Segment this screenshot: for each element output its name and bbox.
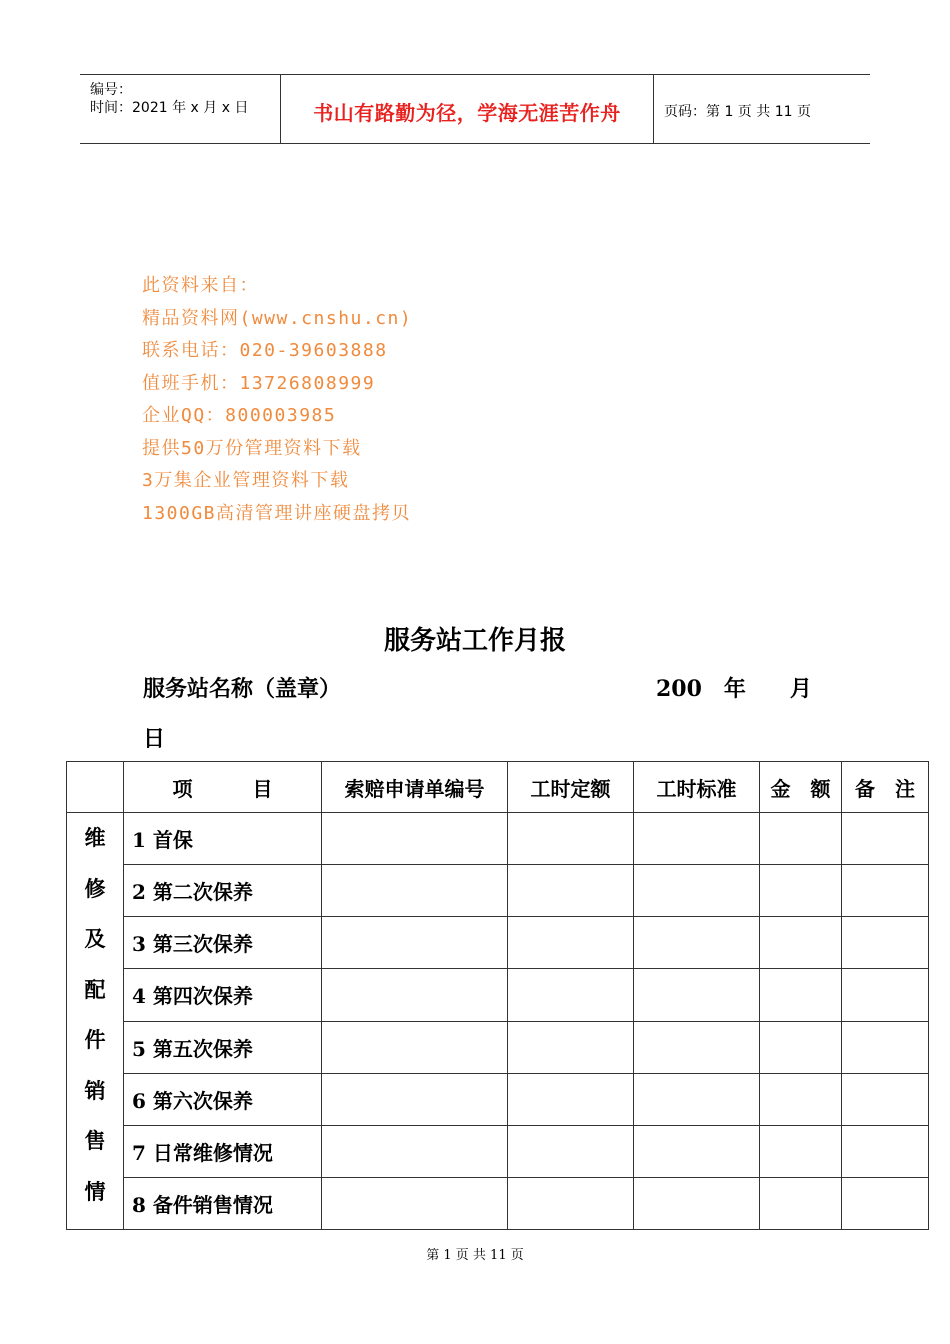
header-page-info: 页码：第 1 页 共 11 页 bbox=[664, 104, 811, 120]
promo-line: 3万集企业管理资料下载 bbox=[142, 470, 350, 491]
promo-line: 精品资料网(www.cnshu.cn) bbox=[142, 307, 413, 329]
remarks-cell[interactable] bbox=[842, 865, 929, 917]
remarks-cell[interactable] bbox=[842, 1177, 929, 1229]
amount-cell[interactable] bbox=[760, 813, 842, 865]
page-header bbox=[80, 74, 870, 144]
table-row bbox=[67, 813, 929, 865]
table-row bbox=[67, 969, 929, 1021]
labor-standard-cell[interactable] bbox=[634, 1073, 760, 1125]
report-title: 服务站工作月报 bbox=[383, 626, 566, 656]
promo-line: 此资料来自： bbox=[142, 275, 259, 296]
labor-quota-cell[interactable] bbox=[508, 1021, 634, 1073]
side-char: 及 bbox=[84, 926, 106, 951]
side-char: 情 bbox=[84, 1178, 106, 1204]
labor-standard-cell[interactable] bbox=[634, 917, 760, 969]
promo-line: 企业QQ：800003985 bbox=[142, 405, 337, 426]
report-table bbox=[66, 761, 929, 1230]
claim-number-cell[interactable] bbox=[322, 813, 508, 865]
promo-line: 值班手机：13726808999 bbox=[142, 372, 376, 394]
row-item-label: 5 第五次保养 bbox=[124, 1021, 322, 1073]
header-cell-blank bbox=[67, 762, 124, 813]
header-meta-cell bbox=[80, 75, 281, 143]
remarks-cell[interactable] bbox=[842, 917, 929, 969]
side-char: 销 bbox=[84, 1077, 106, 1103]
side-char: 维 bbox=[84, 825, 106, 850]
table-header-row bbox=[67, 762, 929, 813]
header-page-cell bbox=[654, 75, 870, 143]
claim-number-cell[interactable] bbox=[322, 1073, 508, 1125]
promo-line: 提供50万份管理资料下载 bbox=[142, 437, 362, 459]
header-motto-cell bbox=[281, 75, 654, 143]
labor-standard-cell[interactable] bbox=[634, 865, 760, 917]
labor-standard-cell[interactable] bbox=[634, 1021, 760, 1073]
header-cell-labor-quota: 工时定额 bbox=[508, 762, 634, 813]
row-item-label: 6 第六次保养 bbox=[124, 1073, 322, 1125]
claim-number-cell[interactable] bbox=[322, 1125, 508, 1177]
row-item-label: 2 第二次保养 bbox=[124, 865, 322, 917]
table-row bbox=[67, 1177, 929, 1229]
remarks-cell[interactable] bbox=[842, 969, 929, 1021]
promo-line: 联系电话：020-39603888 bbox=[142, 340, 388, 361]
side-char: 修 bbox=[84, 875, 106, 901]
side-char: 售 bbox=[84, 1128, 106, 1153]
remarks-cell[interactable] bbox=[842, 1125, 929, 1177]
document-number-label: 编号： bbox=[90, 82, 132, 98]
report-date-label: 200 年 月 bbox=[656, 676, 812, 702]
header-motto: 书山有路勤为径，学海无涯苦作舟 bbox=[313, 101, 621, 125]
labor-quota-cell[interactable] bbox=[508, 813, 634, 865]
claim-number-cell[interactable] bbox=[322, 1177, 508, 1229]
document-time-label: 时间：2021 年 x 月 x 日 bbox=[90, 100, 249, 116]
labor-standard-cell[interactable] bbox=[634, 1125, 760, 1177]
amount-cell[interactable] bbox=[760, 1125, 842, 1177]
amount-cell[interactable] bbox=[760, 1177, 842, 1229]
labor-quota-cell[interactable] bbox=[508, 969, 634, 1021]
labor-standard-cell[interactable] bbox=[634, 969, 760, 1021]
table-row bbox=[67, 1021, 929, 1073]
row-item-label: 3 第三次保养 bbox=[124, 917, 322, 969]
labor-quota-cell[interactable] bbox=[508, 865, 634, 917]
header-cell-item: 项 目 bbox=[124, 762, 322, 813]
claim-number-cell[interactable] bbox=[322, 969, 508, 1021]
header-cell-amount: 金 额 bbox=[760, 762, 842, 813]
promo-block bbox=[142, 270, 412, 530]
amount-cell[interactable] bbox=[760, 969, 842, 1021]
labor-quota-cell[interactable] bbox=[508, 1073, 634, 1125]
table-row bbox=[67, 865, 929, 917]
amount-cell[interactable] bbox=[760, 1073, 842, 1125]
labor-standard-cell[interactable] bbox=[634, 1177, 760, 1229]
station-name-label: 服务站名称（盖章） bbox=[143, 676, 342, 702]
labor-quota-cell[interactable] bbox=[508, 917, 634, 969]
side-char: 件 bbox=[84, 1027, 106, 1052]
labor-standard-cell[interactable] bbox=[634, 813, 760, 865]
table-row bbox=[67, 1073, 929, 1125]
labor-quota-cell[interactable] bbox=[508, 1125, 634, 1177]
table-row bbox=[67, 917, 929, 969]
claim-number-cell[interactable] bbox=[322, 917, 508, 969]
page-footer: 第 1 页 共 11 页 bbox=[426, 1248, 524, 1263]
header-cell-labor-standard: 工时标准 bbox=[634, 762, 760, 813]
row-item-label: 1 首保 bbox=[124, 813, 322, 865]
report-day-label: 日 bbox=[143, 726, 166, 752]
row-item-label: 4 第四次保养 bbox=[124, 969, 322, 1021]
header-cell-remarks: 备 注 bbox=[842, 762, 929, 813]
row-item-label: 8 备件销售情况 bbox=[124, 1177, 322, 1229]
claim-number-cell[interactable] bbox=[322, 1021, 508, 1073]
promo-line: 1300GB高清管理讲座硬盘拷贝 bbox=[142, 502, 412, 524]
row-item-label: 7 日常维修情况 bbox=[124, 1125, 322, 1177]
side-char: 配 bbox=[84, 976, 106, 1002]
claim-number-cell[interactable] bbox=[322, 865, 508, 917]
amount-cell[interactable] bbox=[760, 917, 842, 969]
side-category-cell bbox=[67, 813, 124, 1230]
remarks-cell[interactable] bbox=[842, 1073, 929, 1125]
labor-quota-cell[interactable] bbox=[508, 1177, 634, 1229]
remarks-cell[interactable] bbox=[842, 1021, 929, 1073]
remarks-cell[interactable] bbox=[842, 813, 929, 865]
amount-cell[interactable] bbox=[760, 1021, 842, 1073]
amount-cell[interactable] bbox=[760, 865, 842, 917]
table-row bbox=[67, 1125, 929, 1177]
header-cell-claim-number: 索赔申请单编号 bbox=[322, 762, 508, 813]
